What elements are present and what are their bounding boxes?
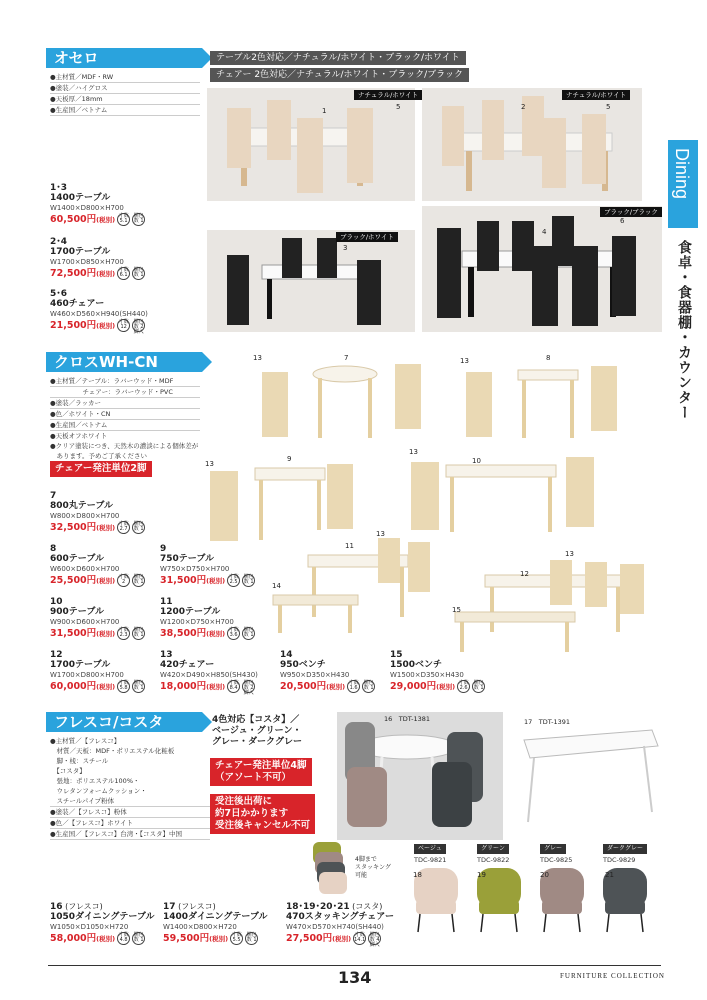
cross-photo-1200-table-bench: [268, 530, 448, 640]
product-cross-800-round: 7 800丸テーブル W800×D800×H700 32,500円(税別) 才数 2.7梱包数 1: [50, 491, 144, 533]
photo-num: 13: [253, 354, 262, 362]
photo-num: 21: [605, 871, 614, 879]
photo-num: 13: [376, 530, 385, 538]
price: 31,500円: [160, 575, 207, 586]
fresco-notice-order-unit: チェアー発注単位4脚 （アソート不可）: [210, 758, 312, 786]
cross-photo-1700-table-bench: [450, 550, 660, 660]
pack-badge: 梱包数 1: [133, 680, 144, 691]
pack-badge: 梱包数 2脚入: [243, 680, 254, 696]
volume-badge: 才数 4.8: [118, 932, 129, 943]
product-cross-900: 10 900テーブル W900×D600×H700 31,500円(税別) 才数 2.3梱包数 1: [50, 597, 144, 639]
color-code: TDC-9829: [603, 856, 636, 864]
price: 25,500円: [50, 575, 97, 586]
pack-badge: 梱包数 1: [133, 627, 144, 638]
volume-badge: 才数 5.1: [118, 213, 129, 224]
photo-num: 3: [343, 244, 348, 252]
cross-spec: ●主材質／テーブル：ラバーウッド・MDF チェアー：ラバーウッド・PVC ●塗装／ラッカー ●色／ホワイト・CN ●生産国／ベトナム ●天板オフホワイト ●クリア塗装につき、天然木の濃淡による個体差が あります。予めご了承ください: [50, 377, 199, 460]
price: 38,500円: [160, 628, 207, 639]
pack-badge: 梱包数 1: [133, 521, 144, 532]
cross-photo-900-table: [406, 447, 631, 543]
product-oselo-1700-table: 2･4 1700テーブル W1700×D850×H700 72,500円(税別) 才数 6.1梱包数 1: [50, 237, 144, 279]
price: 60,000円: [50, 681, 97, 692]
photo-num: 19: [477, 871, 486, 879]
volume-badge: 才数 2.6: [458, 680, 469, 691]
oselo-photo-tag-4: ブラック/ブラック: [600, 207, 662, 217]
cross-notice: チェアー発注単位2脚: [50, 461, 152, 477]
volume-badge: 才数 2: [118, 574, 129, 585]
price: 72,500円: [50, 268, 97, 279]
photo-num: 13: [409, 448, 418, 456]
cross-photo-round-table: [250, 352, 430, 447]
footer-rule: [48, 965, 661, 966]
volume-badge: 才数 2.7: [118, 521, 129, 532]
oselo-option-table: テーブル2色対応／ナチュラル/ホワイト・ブラック/ホワイト: [210, 51, 466, 65]
price: 21,500円: [50, 320, 97, 331]
volume-badge: 才数 8.4: [228, 680, 239, 691]
photo-num: 12: [520, 570, 529, 578]
color-label-darkgray: ダークグレー: [603, 844, 647, 854]
pack-badge: 梱包数 2脚入: [133, 319, 144, 335]
pack-badge: 梱包数 1: [243, 627, 254, 638]
fresco-spec: ●主材質／【フレスコ】 材質／天板：MDF・ポリエステル化粧板 脚・桟：スチール 【コスタ】 張地：ポリエステル100%・ ウレタンフォームクッション・ スチールパイプ粉体 ●塗装／【フレスコ】粉体 ●色／【フレスコ】ホワイト ●生産国／【フレスコ】台湾・【コスタ】中国: [50, 736, 210, 840]
oselo-photo-tag-2: ナチュラル/ホワイト: [562, 90, 630, 100]
volume-badge: 才数 3.6: [228, 627, 239, 638]
product-cross-950-bench: 14 950ベンチ W950×D350×H430 20,500円(税別) 才数 1.6梱包数 1: [280, 650, 374, 692]
stacking-chairs-image: [303, 838, 353, 898]
price: 27,500円: [286, 933, 333, 944]
volume-badge: 才数 5.5: [231, 932, 242, 943]
product-oselo-1400-table: 1･3 1400テーブル W1400×D800×H700 60,500円(税別) 才数 5.1梱包数 1: [50, 183, 144, 225]
price: 58,000円: [50, 933, 97, 944]
pack-badge: 梱包数 1: [133, 932, 144, 943]
photo-num: 5: [606, 103, 611, 111]
oselo-option-chair: チェアー 2色対応／ナチュラル/ホワイト・ブラック/ブラック: [210, 68, 469, 82]
photo-num: 15: [452, 606, 461, 614]
product-fresco-1050: 16 (フレスコ) 1050ダイニングテーブル W1050×D1050×H720 58,000円(税別) 才数 4.8梱包数 1: [50, 902, 155, 944]
pack-badge: 梱包数 1: [133, 213, 144, 224]
color-code: TDC-9822: [477, 856, 510, 864]
product-cross-1700: 12 1700テーブル W1700×D800×H700 60,000円(税別) 才数 5.8梱包数 1: [50, 650, 144, 692]
fresco-title: フレスコ/コスタ: [46, 712, 202, 732]
photo-num: 18: [413, 871, 422, 879]
pack-badge: 梱包数 1: [473, 680, 484, 691]
product-costa-chair: 18･19･20･21 (コスタ) 470スタッキングチェアー W470×D570×H740(SH440) 27,500円(税別) 才数 14.1梱包数 4脚入: [286, 902, 394, 948]
page-number: 134: [338, 968, 372, 987]
photo-num: 11: [345, 542, 354, 550]
color-code: TDC-9821: [414, 856, 447, 864]
product-cross-1200: 11 1200テーブル W1200×D750×H700 38,500円(税別) 才数 3.6梱包数 1: [160, 597, 254, 639]
volume-badge: 才数 5.8: [118, 680, 129, 691]
pack-badge: 梱包数 1: [133, 574, 144, 585]
photo-num: 13: [205, 460, 214, 468]
side-subtitle: 食卓・食器棚・カウンター: [676, 240, 692, 420]
product-fresco-1400: 17 (フレスコ) 1400ダイニングテーブル W1400×D800×H720 59,500円(税別) 才数 5.5梱包数 1: [163, 902, 268, 944]
color-label-green: グリーン: [477, 844, 509, 854]
price: 20,500円: [280, 681, 327, 692]
side-tab[interactable]: [668, 140, 698, 228]
product-cross-750: 9 750テーブル W750×D750×H700 31,500円(税別) 才数 2.5梱包数 1: [160, 544, 254, 586]
price: 18,000円: [160, 681, 207, 692]
volume-badge: 才数 2.5: [228, 574, 239, 585]
cross-photo-600-table: [456, 352, 631, 447]
pack-badge: 梱包数 1: [243, 574, 254, 585]
pack-badge: 梱包数 4脚入: [369, 932, 380, 948]
photo-num: 5: [396, 103, 401, 111]
fresco-photo-label-16: 16 TDT-1381: [384, 715, 431, 723]
oselo-photo-natural-1400: [207, 88, 415, 201]
pack-badge: 梱包数 1: [246, 932, 257, 943]
oselo-title: オセロ: [46, 48, 202, 68]
photo-num: 14: [272, 582, 281, 590]
side-tab-label: Dining: [672, 148, 692, 200]
photo-num: 1: [322, 107, 327, 115]
photo-num: 10: [472, 457, 481, 465]
product-cross-chair: 13 420チェアー W420×D490×H850(SH430) 18,000円(税別) 才数 8.4梱包数 2脚入: [160, 650, 258, 696]
product-cross-600: 8 600テーブル W600×D600×H700 25,500円(税別) 才数 2梱包数 1: [50, 544, 144, 586]
oselo-photo-black-1700: [422, 206, 662, 332]
pack-badge: 梱包数 1: [363, 680, 374, 691]
pack-badge: 梱包数 1: [133, 267, 144, 278]
photo-num: 13: [460, 357, 469, 365]
fresco-photo-round-table: [337, 712, 503, 840]
photo-num: 20: [540, 871, 549, 879]
photo-num: 4: [542, 228, 547, 236]
stacking-note: 4脚まで スタッキング 可能: [355, 856, 391, 879]
color-label-gray: グレー: [540, 844, 566, 854]
photo-num: 13: [565, 550, 574, 558]
photo-num: 9: [287, 455, 292, 463]
product-oselo-chair: 5･6 460チェアー W460×D560×H940(SH440) 21,500円(税別) 才数 12梱包数 2脚入: [50, 289, 148, 335]
oselo-photo-tag-3: ブラック/ホワイト: [336, 232, 398, 242]
product-cross-1500-bench: 15 1500ベンチ W1500×D350×H430 29,000円(税別) 才数 2.6梱包数 1: [390, 650, 484, 692]
cross-title: クロスWH-CN: [46, 352, 202, 372]
fresco-photo-rect-table: [514, 712, 662, 830]
price: 32,500円: [50, 522, 97, 533]
oselo-spec: ●主材質／MDF・RW ●塗装／ハイグロス ●天板厚／18mm ●生産国／ベトナム: [50, 72, 200, 116]
volume-badge: 才数 2.3: [118, 627, 129, 638]
volume-badge: 才数 6.1: [118, 267, 129, 278]
fresco-photo-label-17: 17 TDT-1391: [524, 718, 571, 726]
oselo-photo-black-1400: [207, 230, 415, 332]
photo-num: 7: [344, 354, 349, 362]
volume-badge: 才数 14.1: [354, 932, 366, 943]
price: 60,500円: [50, 214, 97, 225]
photo-num: 6: [620, 217, 625, 225]
fresco-notice-shipping: 受注後出荷に 約7日かかります 受注後キャンセル不可: [210, 794, 315, 834]
price: 29,000円: [390, 681, 437, 692]
price: 31,500円: [50, 628, 97, 639]
photo-num: 8: [546, 354, 551, 362]
fresco-color-note: 4色対応【コスタ】／ ベージュ・グリーン・ グレー・ダークグレー: [212, 715, 303, 747]
photo-num: 2: [521, 103, 526, 111]
footer-brand: FURNITURE COLLECTION: [560, 972, 665, 980]
volume-badge: 才数 1.6: [348, 680, 359, 691]
oselo-photo-tag-1: ナチュラル/ホワイト: [354, 90, 422, 100]
color-code: TDC-9825: [540, 856, 573, 864]
volume-badge: 才数 12: [118, 319, 129, 330]
price: 59,500円: [163, 933, 210, 944]
color-label-beige: ベージュ: [414, 844, 446, 854]
